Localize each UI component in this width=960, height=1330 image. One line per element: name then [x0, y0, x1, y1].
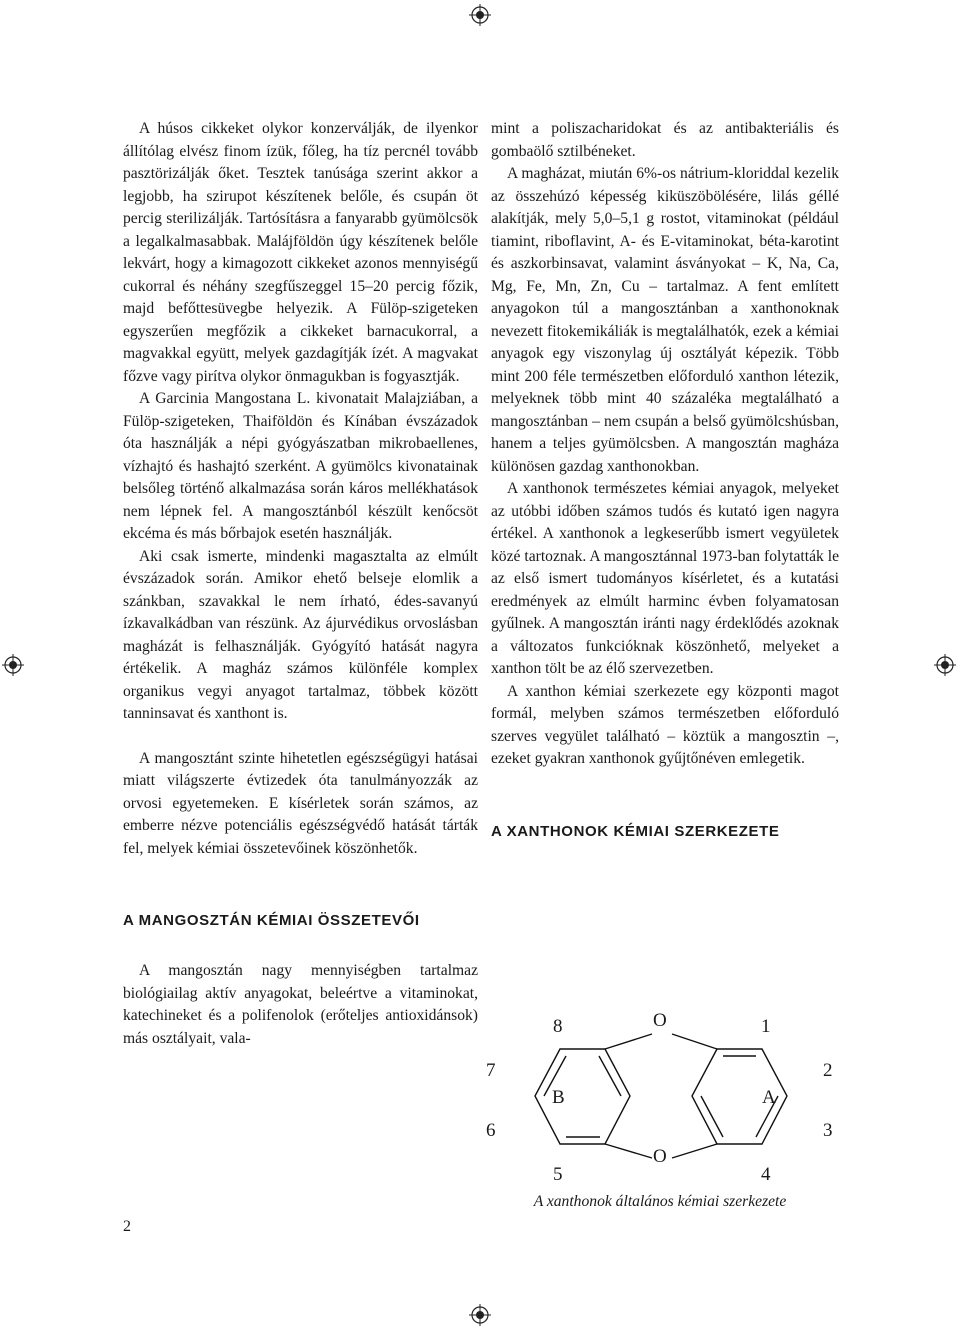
paragraph: A xanthonok természetes kémiai anyagok, melyeket az utóbbi időben számos tudós és kutató igen nagyra értékel. A xanthonok a legkeserűbb ismert vegyületek közé tartoznak. A mangosztánnal 1973-ban folytatták le az első ismert tudományos kísérletet, és a kutatási eredmények az elmúlt harminc évben folyamatosan gyűlnek. A mangosztán iránti nagy érdeklődés azoknak a változatos funkcióknak köszönhető, melyeket a xanthon tölt be az élő szervezetben. [491, 480, 839, 677]
position-label-3: 3 [823, 1120, 833, 1141]
section-heading-mangosztan: A MANGOSZTÁN KÉMIAI ÖSSZETEVŐI [123, 912, 420, 929]
oxygen-label-top: O [653, 1010, 667, 1031]
oxygen-label-mid: O [653, 1146, 667, 1167]
paragraph: A Garcinia Mangostana L. kivonatait Malajziában, a Fülöp-szigeteken, Thaiföldön és Kínában évszázadok óta használják a népi gyógyászatban mikrobaellenes, vízhajtó és hashajtó szerként. A gyümölcs kivonatainak belsőleg történő alkalmazása során káros mellékhatások nem lépnek fel. A mangosztánból készült kenőcsöt ekcéma és más bőrbajok esetén használják. [123, 390, 478, 542]
position-label-5: 5 [553, 1164, 563, 1185]
registration-mark-bottom-icon [469, 1304, 491, 1326]
figure-caption: A xanthonok általános kémiai szerkezete [533, 1193, 787, 1210]
paragraph: A mangosztán nagy mennyiségben tartalmaz biológiailag aktív anyagokat, beleértve a vitaminokat, katechineket és a polifenolok (erőteljes antioxidánsok) más osztályait, vala- [123, 962, 478, 1047]
xanthone-structure-figure [480, 1008, 840, 1218]
paragraph-continuation: mint a poliszacharidokat és az antibakteriális és gombaölő sztilbéneket. [491, 120, 839, 160]
position-label-1: 1 [761, 1016, 771, 1037]
paragraph: A magházat, miután 6%-os nátrium-kloriddal kezelik az összehúzó képesség kiküszöbölésére, lilás géllé alakítják, mely 5,0–5,1 g rostot, vitaminokat (például tiamint, riboflavint, A- és E-vitaminokat, béta-karotint és aszkorbinsavat, valamint ásványokat – K, Na, Ca, Mg, Fe, Mn, Zn, Cu – tartalmaz. A fent említett anyagokon túl a mangosztánban a xanthonoknak nevezett fitokemikáliák is megtalálhatók, ezek a kémiai anyagok egy viszonylag új osztályát képezik. Több mint 200 féle természetben előforduló xanthon létezik, melyeknek több mint 40 százaléka megtalálható a mangosztánban – nem csupán a belső gyümölcshúsban, hanem a teljes gyümölcsben. A mangosztán magháza különösen gazdag xanthonokban. [491, 165, 839, 475]
registration-mark-left-icon [2, 654, 24, 676]
position-label-6: 6 [486, 1120, 496, 1141]
position-label-4: 4 [761, 1164, 771, 1185]
right-column [491, 118, 839, 843]
section-heading-xanthon: A XANTHONOK KÉMIAI SZERKEZETE [491, 822, 780, 840]
position-label-8: 8 [553, 1016, 563, 1037]
paragraph: A húsos cikkeket olykor konzerválják, de ilyenkor állítólag elvész finom ízük, főleg, ha tíz percnél tovább pasztörizálják őket. Tesztek tanúsága szerint akkor a legjobb, ha szirupot készítenek belőle, és csupán öt percig sterilizálják. Tartósításra a fanyarabb gyümölcsök a legalkalmasabbak. Malájföldön úgy készítenek belőle lekvárt, hogy a kimagozott cikkeket azonos mennyiségű cukorral és néhány szegfűszeggel 15–20 percig főzik, majd befőttesüvegbe helyezik. A Fülöp-szigeteken egyszerűen megfőzik a cikkeket barnacukorral, a magvakkal együtt, melyek gazdagítják ízét. A magvakat főzve vagy pirítva olykor önmagukban is fogyasztják. [123, 120, 478, 385]
paragraph: Aki csak ismerte, mindenki magasztalta az elmúlt évszázadok során. Amikor ehető belseje elomlik a szánkban, szavakkal le nem írható, édes-savanyú ízkavalkádban van részünk. Az ájurvédikus orvoslásban magházát is felhasználják. Gyógyító hatását nagyra értékelik. A magház számos különféle komplex organikus vegyi anyagot tartalmaz, többek között tanninsavat és xanthont is. [123, 547, 478, 722]
registration-mark-top-icon [469, 4, 491, 26]
ring-label-a: A [762, 1087, 776, 1108]
paragraph: A mangosztánt szinte hihetetlen egészségügyi hatásai miatt világszerte évtizedek óta tanulmányozzák az orvosi egyetemeken. E kísérletek során számos, az emberre nézve potenciális egészségvédő hatását tárták fel, melyek kémiai összetevőinek köszönhetők. [123, 749, 478, 857]
left-column [123, 118, 478, 1050]
position-label-7: 7 [486, 1060, 496, 1081]
page-number: 2 [123, 1218, 131, 1235]
registration-mark-right-icon [934, 654, 956, 676]
paragraph: A xanthon kémiai szerkezete egy központi magot formál, melyben számos természetben előforduló szerves vegyület található – köztük a mangosztin –, ezeket gyakran xanthonok gyűjtőnéven emlegetik. [491, 682, 839, 767]
ring-label-b: B [552, 1087, 565, 1108]
position-label-2: 2 [823, 1060, 833, 1081]
